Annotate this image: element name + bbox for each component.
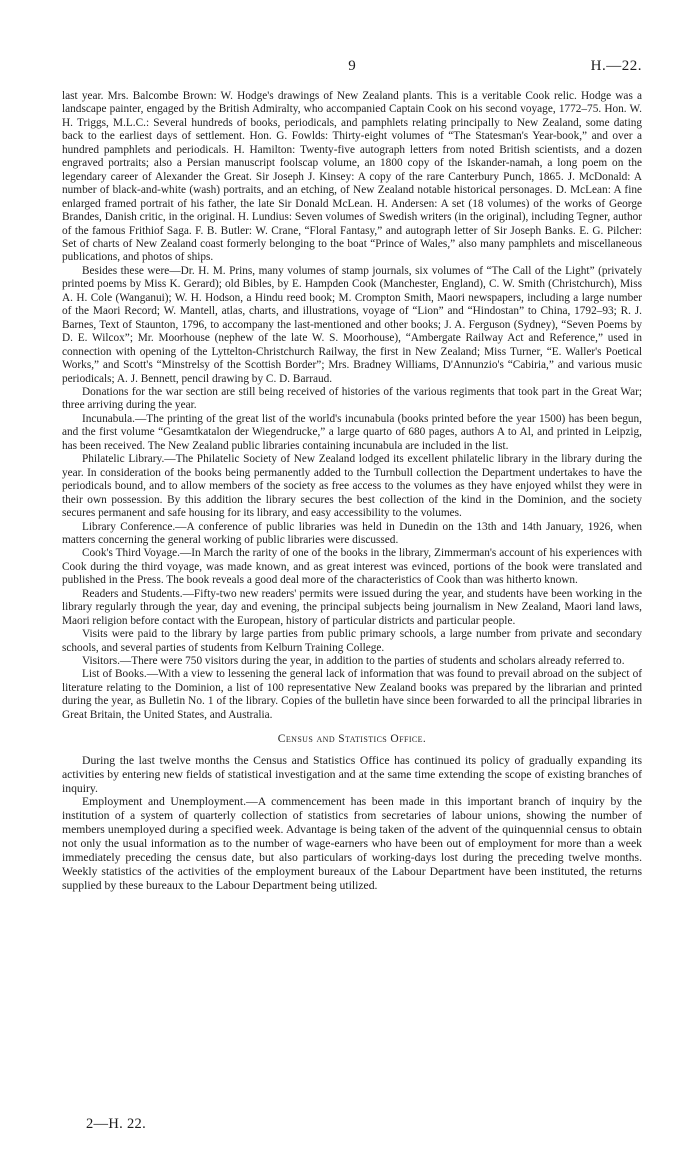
page-number: 9	[348, 58, 356, 74]
list-of-books-paragraph: List of Books.—With a view to lessening the general lack of information that was found to prevail abroad on the subject of literature relating to the Dominion, a list of 100 representative New Zealand books was prepared by the librarian and printed during the year, as Bulletin No. 1 of the library. Copies of the bulletin have since been forwarded to all the principal libraries in Great Britain, the United States, and Australia.	[62, 668, 642, 721]
other-donors-paragraph: Besides these were—Dr. H. M. Prins, many volumes of stamp journals, six volumes of “The Call of the Light” (privately printed poems by Miss K. Gerard); old Bibles, by E. Hampden Cook (Manchester, England), C. W. Smith (Christchurch), Miss A. H. Cole (Wanganui); W. H. Hodson, a Hindu reed book; M. Crompton Smith, Maori newspapers, including a large number of the Maori Record; W. Mantell, atlas, charts, and illustrations, voyage of “Lion” and “Hindostan” to China, 1792–93; R. J. Barnes, Text of Staunton, 1796, to accompany the last-mentioned and other books; J. A. Ferguson (Sydney), “Seven Poems by D. E. Wilcox”; Mr. Moorhouse (nephew of the late W. S. Moorhouse), “Ambergate Railway Act and Reference,” used in connection with opening of the Lyttelton-Christchurch Railway, the first in New Zealand; Miss Turner, “E. Waller's Poetical Works,” and Scott's “Minstrelsy of the Scottish Border”; Mrs. Bradney Williams, D'Annunzio's “Cabiria,” and various music periodicals; A. J. Bennett, pencil drawing by C. D. Barraud.	[62, 264, 642, 385]
incunabula-paragraph: Incunabula.—The printing of the great list of the world's incunabula (books printed before the year 1500) has been begun, and the first volume “Gesamtkatalon der Wiegendrucke,” a large quarto of 680 pages, authors A to Al, and printed in Leipzig, has been received. The New Zealand public libraries containing incunabula are included in the list.	[62, 412, 642, 452]
body-text	[62, 90, 642, 893]
employment-paragraph: Employment and Unemployment.—A commencement has been made in this important branch of inquiry by the institution of a system of quarterly collection of statistics from secretaries of labour unions, showing the number of members unemployed during a specified week. Advantage is being taken of the advent of the quinquennial census to obtain not only the usual information as to the number of wage-earners who have been out of employment for more than a week immediately preceding the census date, but also particulars of working-days lost during the preceding twelve months. Weekly statistics of the activities of the employment bureaux of the Labour Department have been instituted, the returns supplied by these bureaux to the Labour Department being utilized.	[62, 795, 642, 892]
library-conference-paragraph: Library Conference.—A conference of public libraries was held in Dunedin on the 13th and 14th January, 1926, when matters concerning the general working of public libraries were discussed.	[62, 520, 642, 546]
document-reference: H.—22.	[590, 58, 642, 74]
donations-paragraph: last year. Mrs. Balcombe Brown: W. Hodge's drawings of New Zealand plants. This is a veritable Cook relic. Hodge was a landscape painter, engaged by the British Admiralty, who accompanied Captain Cook on his second voyage, 1772–75. Hon. W. H. Triggs, M.L.C.: Several hundreds of books, periodicals, and pamphlets relating principally to New Zealand, some dating back to the earliest days of settlement. Hon. G. Fowlds: Thirty-eight volumes of “The Statesman's Year-book,” and over a hundred pamphlets and periodicals. H. Hamilton: Twenty-five autograph letters from noted British scientists, and a dozen engraved portraits; also a Persian manuscript foolscap volume, an 1800 copy of the Iskander-namah, a long poem on the legendary career of Alexander the Great. Sir Joseph J. Kinsey: A copy of the rare Canterbury Punch, 1865. J. McDonald: A number of black-and-white (wash) portraits, and an etching, of New Zealand notable historical personages. D. McLean: A fine enlarged framed portrait of his father, the late Sir Donald McLean. H. Andersen: A set (18 volumes) of the works of George Brandes, Danish critic, in the original. H. Lundius: Seven volumes of Swedish writers (in the original), including Tegner, author of the famous Frithiof Saga. F. B. Butler: W. Crane, “Floral Fantasy,” and autograph letter of Sir Joseph Banks. E. G. Pilcher: Set of charts of New Zealand coast formerly belonging to the boat “Prince of Wales,” also many pamphlets and miscellaneous publications, and photos of ships.	[62, 90, 642, 264]
census-intro-paragraph: During the last twelve months the Census and Statistics Office has continued its policy of gradually expanding its activities by entering new fields of statistical investigation and at the same time extending the scope of existing branches of inquiry.	[62, 753, 642, 795]
census-section	[62, 754, 642, 893]
readers-students-paragraph: Readers and Students.—Fifty-two new readers' permits were issued during the year, and students have been working in the library regularly through the year, day and evening, the principal subjects being journalism in New Zealand, Maori land laws, Maori religion before contact with the European, history of particular districts and particular people.	[62, 587, 642, 627]
page-header	[62, 58, 642, 78]
visitors-paragraph: Visitors.—There were 750 visitors during the year, in addition to the parties of students and scholars already referred to.	[82, 655, 625, 668]
cooks-third-voyage-paragraph: Cook's Third Voyage.—In March the rarity of one of the books in the library, Zimmerman's account of his experiences with Cook during the third voyage, was made known, and as great interest was evinced, portions of the book were translated and published in the Press. The book reveals a good deal more of the characteristics of Cook than was hitherto known.	[62, 547, 642, 587]
section-heading: Census and Statistics Office.	[277, 733, 427, 746]
war-section-paragraph: Donations for the war section are still being received of histories of the various regiments that took part in the Great War; three arriving during the year.	[62, 385, 642, 412]
philatelic-library-paragraph: Philatelic Library.—The Philatelic Society of New Zealand lodged its excellent philatelic library in the library during the year. In consideration of the books being permanently added to the Turnbull collection the Department undertakes to have the periodicals bound, and to allow members of the society as free access to the volumes as they have enjoyed whilst they were in their own possession. By this addition the library secures the best collection of the kind in the Dominion, and the society secures permanent and safe housing for its library, and easy accessibility to the volumes.	[62, 453, 642, 520]
signature-mark: 2—H. 22.	[86, 1116, 146, 1132]
school-visits-paragraph: Visits were paid to the library by large parties from public primary schools, a large number from private and secondary schools, and several parties of students from Kelburn Training College.	[62, 628, 642, 654]
